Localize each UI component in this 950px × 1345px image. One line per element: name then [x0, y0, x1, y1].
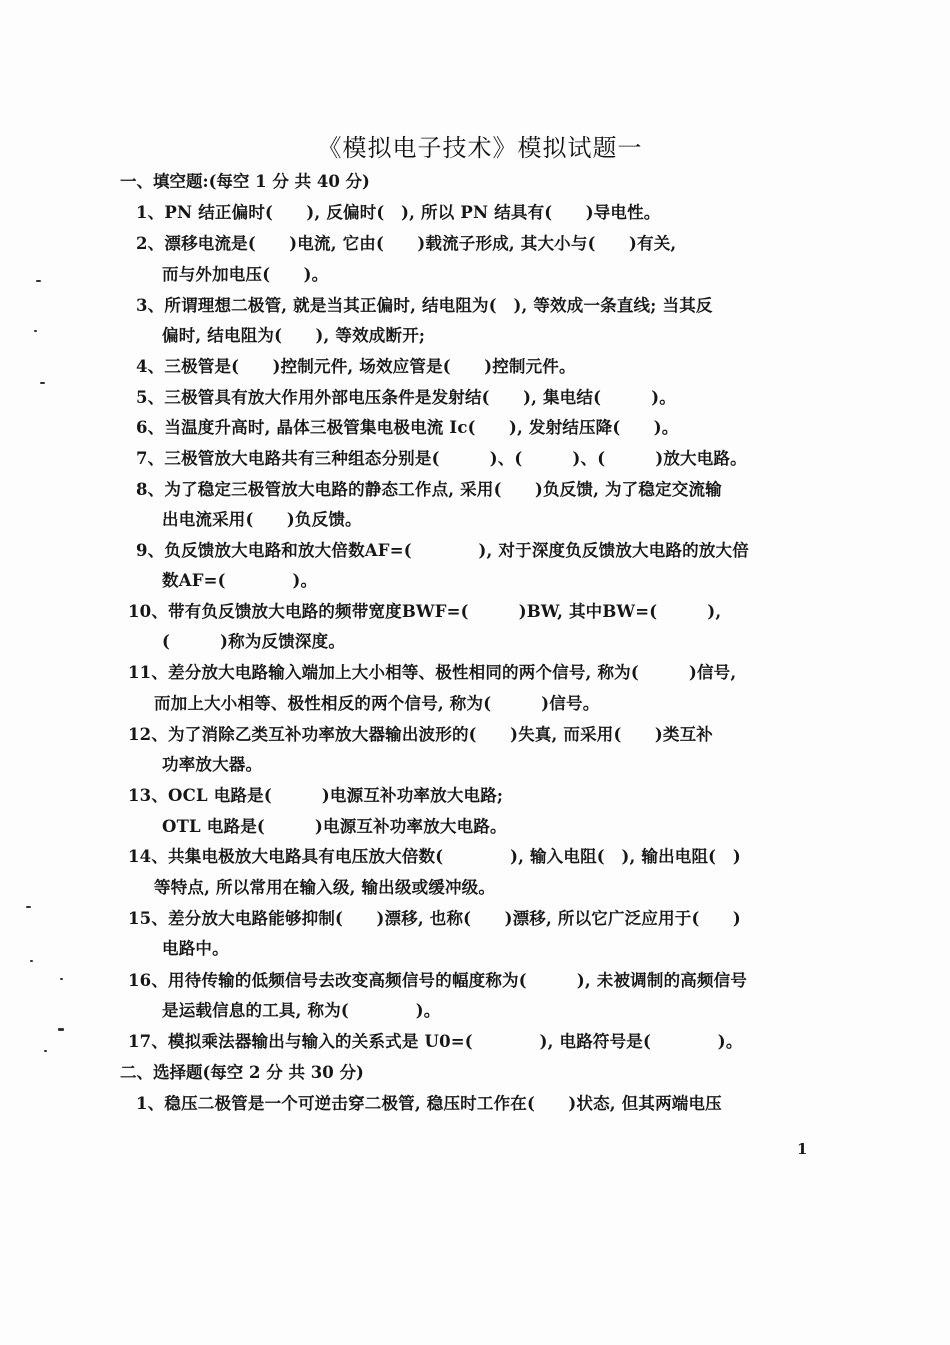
question-14-continued: 等特点, 所以常用在输入级, 输出级或缓冲级。: [154, 878, 496, 897]
question-5: 5、三极管具有放大作用外部电压条件是发射结( ), 集电结( )。: [136, 388, 676, 407]
question-9: 9、负反馈放大电路和放大倍数AF=( ), 对于深度负反馈放大电路的放大倍: [136, 541, 749, 560]
question-15: 15、差分放大电路能够抑制( )漂移, 也称( )漂移, 所以它广泛应用于( ): [128, 909, 741, 928]
question-16-continued: 是运载信息的工具, 称为( )。: [162, 1001, 441, 1020]
question-17: 17、模拟乘法器输出与输入的关系式是 U0=( ), 电路符号是( )。: [128, 1032, 743, 1051]
scan-speck: [44, 1050, 47, 1052]
scan-speck: [60, 978, 63, 980]
question-10: 10、带有负反馈放大电路的频带宽度BWF=( )BW, 其中BW=( ),: [128, 602, 722, 621]
page-title: 《模拟电子技术》模拟试题一: [317, 134, 643, 162]
question-12: 12、为了消除乙类互补功率放大器输出波形的( )失真, 而采用( )类互补: [128, 725, 713, 744]
scan-speck: [26, 906, 31, 908]
section-heading-fill-blank: 一、填空题:(每空 1 分 共 40 分): [120, 172, 370, 191]
question-13-continued: OTL 电路是( )电源互补功率放大电路。: [162, 817, 507, 836]
question-11-continued: 而加上大小相等、极性相反的两个信号, 称为( )信号。: [154, 694, 600, 713]
question-13: 13、OCL 电路是( )电源互补功率放大电路;: [128, 786, 504, 805]
choice-question-1: 1、稳压二极管是一个可逆击穿二极管, 稳压时工作在( )状态, 但其两端电压: [136, 1094, 722, 1113]
question-11: 11、差分放大电路输入端加上大小相等、极性相同的两个信号, 称为( )信号,: [128, 663, 737, 682]
question-10-continued: ( )称为反馈深度。: [162, 632, 346, 651]
question-16: 16、用待传输的低频信号去改变高频信号的幅度称为( ), 未被调制的高频信号: [128, 971, 748, 990]
question-8-continued: 出电流采用( )负反馈。: [162, 510, 362, 529]
question-14: 14、共集电极放大电路具有电压放大倍数( ), 输入电阻( ), 输出电阻( ): [128, 847, 741, 866]
scan-speck: [40, 382, 45, 384]
question-1: 1、PN 结正偏时( ), 反偏时( ), 所以 PN 结具有( )导电性。: [136, 203, 661, 222]
question-2: 2、漂移电流是( )电流, 它由( )载流子形成, 其大小与( )有关,: [136, 234, 677, 253]
question-7: 7、三极管放大电路共有三种组态分别是( )、( )、( )放大电路。: [136, 449, 747, 468]
section-heading-multiple-choice: 二、选择题(每空 2 分 共 30 分): [120, 1063, 364, 1082]
question-8: 8、为了稳定三极管放大电路的静态工作点, 采用( )负反馈, 为了稳定交流输: [136, 480, 722, 499]
question-9-continued: 数AF=( )。: [162, 571, 318, 590]
page-number: 1: [797, 1140, 808, 1158]
scan-speck: [58, 1028, 64, 1031]
question-15-continued: 电路中。: [162, 939, 229, 958]
scan-speck: [34, 330, 37, 332]
question-12-continued: 功率放大器。: [162, 755, 263, 774]
question-2-continued: 而与外加电压( )。: [162, 265, 329, 284]
question-4: 4、三极管是( )控制元件, 场效应管是( )控制元件。: [136, 357, 576, 376]
scan-speck: [30, 960, 33, 962]
question-3-continued: 偏时, 结电阻为( ), 等效成断开;: [162, 326, 426, 345]
question-3: 3、所谓理想二极管, 就是当其正偏时, 结电阻为( ), 等效成一条直线; 当其反: [136, 296, 713, 315]
scan-speck: [36, 280, 41, 282]
question-6: 6、当温度升高时, 晶体三极管集电极电流 Ic( ), 发射结压降( )。: [136, 418, 679, 437]
